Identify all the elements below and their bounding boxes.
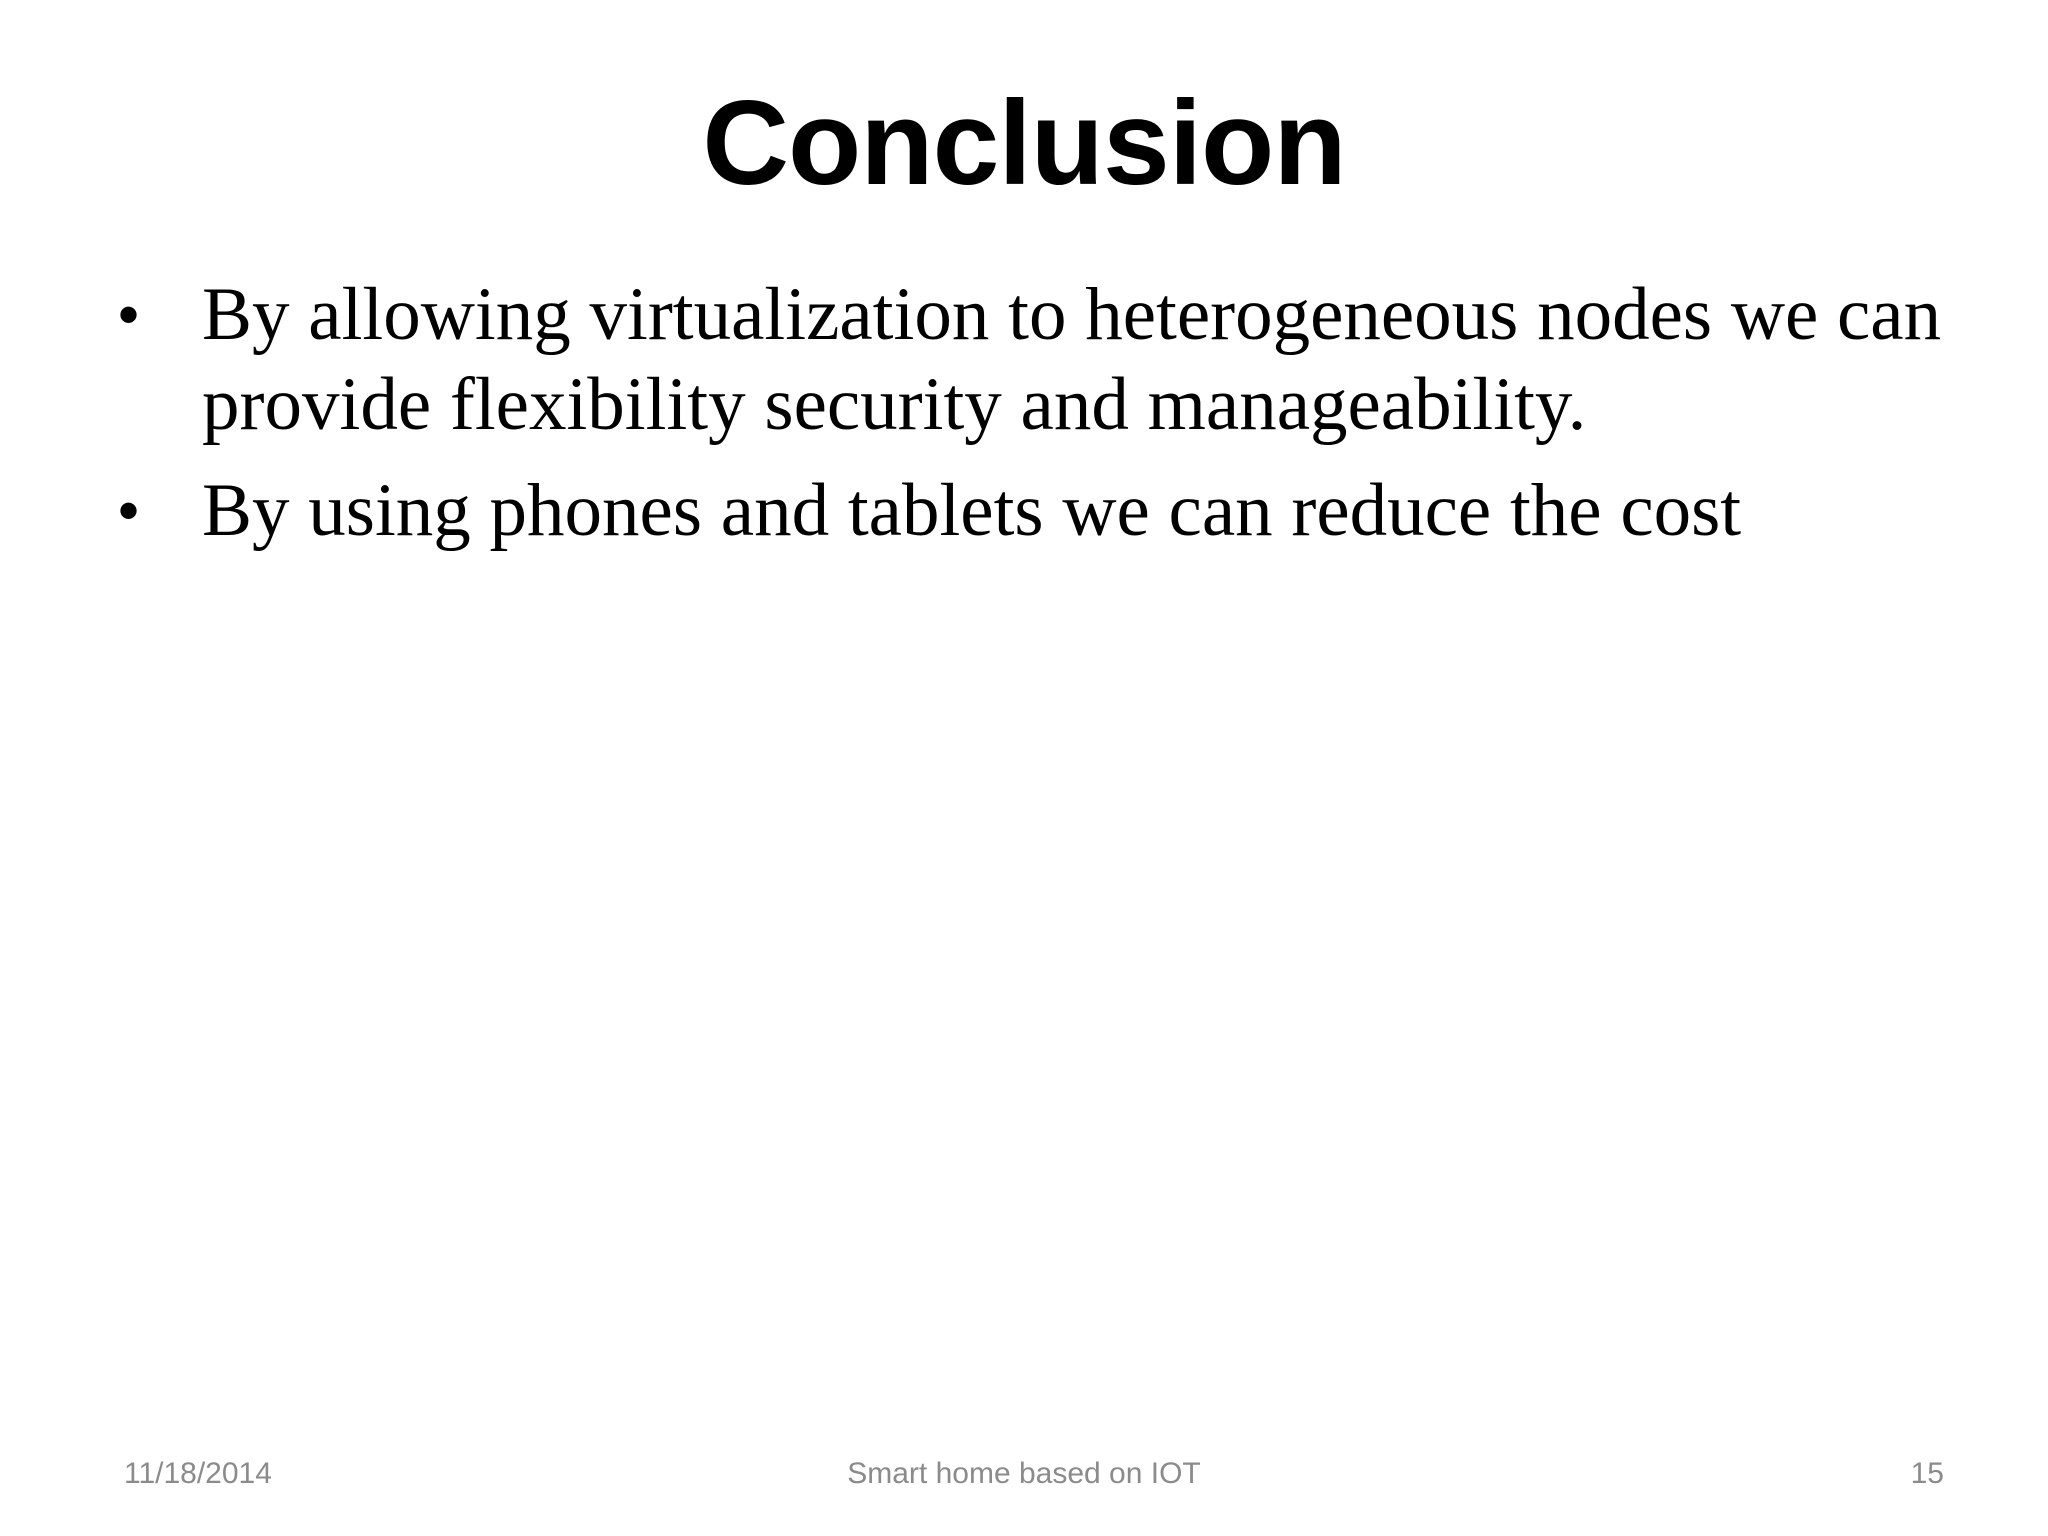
bullet-item [118, 466, 1948, 556]
bullet-marker: • [118, 281, 140, 348]
footer-title: Smart home based on IOT [847, 1457, 1201, 1490]
bullet-text: By using phones and tablets we can reduce the cost [202, 469, 1742, 552]
bullet-text: By allowing virtualization to heterogeneous nodes we can provide flexibility security and manageability. [202, 273, 1942, 446]
bullet-item [118, 270, 1948, 450]
bullet-marker: • [118, 477, 140, 544]
footer-date: 11/18/2014 [124, 1457, 272, 1490]
slide-title: Conclusion [702, 76, 1346, 210]
bullet-list [118, 270, 1948, 572]
page-number: 15 [1910, 1457, 1944, 1490]
